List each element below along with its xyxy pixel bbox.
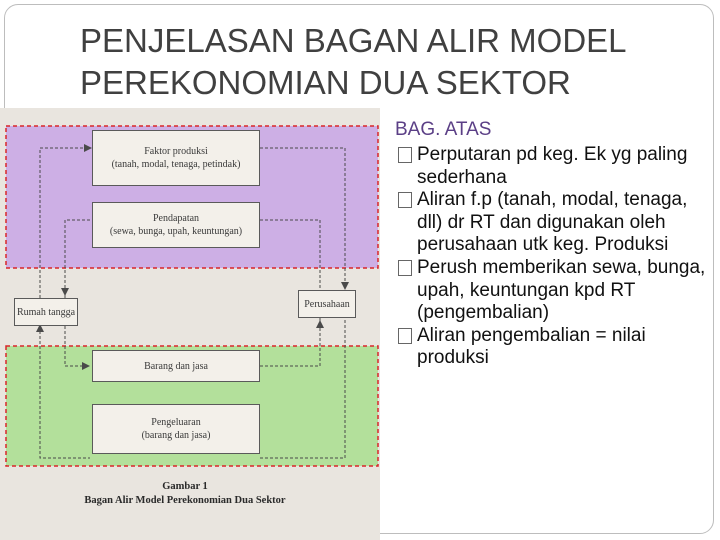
box-faktor-produksi [92, 130, 260, 186]
bullet-text: Perputaran pd keg. Ek yg paling sederhana [417, 144, 688, 188]
square-bullet-icon [398, 328, 412, 344]
square-bullet-icon [398, 192, 412, 208]
box-pengeluaran [92, 404, 260, 454]
explanation-panel [395, 118, 715, 370]
square-bullet-icon [398, 147, 412, 163]
title-line-1: PENJELASAN BAGAN ALIR MODEL [80, 22, 627, 59]
box-pendapatan-title: Pendapatan [152, 213, 200, 224]
arrowhead [341, 282, 349, 290]
bullet-text: Perush memberikan sewa, bunga, upah, keuntungan kpd RT (pengembalian) [417, 256, 706, 324]
box-pengeluaran-detail: (barang dan jasa) [141, 430, 211, 441]
bullet-item [395, 144, 715, 189]
box-rumah-tangga-label: Rumah tangga [16, 306, 76, 318]
flow-diagram-image [0, 108, 380, 540]
box-rumah-tangga [14, 298, 78, 326]
square-bullet-icon [398, 260, 412, 276]
caption-line-2: Bagan Alir Model Perekonomian Dua Sektor [84, 495, 286, 506]
box-faktor-detail: (tanah, modal, tenaga, petindak) [111, 159, 241, 170]
bullet-text: Aliran pengembalian = nilai produksi [417, 324, 646, 369]
box-perusahaan-label: Perusahaan [304, 298, 350, 310]
box-perusahaan [298, 290, 356, 318]
bullet-text: Aliran f.p (tanah, modal, tenaga, dll) dr RT dan digunakan oleh perusahaan utk keg. Produksi [417, 189, 688, 256]
bullet-item [395, 189, 715, 257]
box-pendapatan [92, 202, 260, 248]
bullet-item [395, 325, 715, 370]
caption-line-1: Gambar 1 [162, 481, 208, 492]
arrowhead [61, 288, 69, 296]
bullet-list [395, 144, 715, 370]
box-pengeluaran-title: Pengeluaran [151, 417, 201, 428]
box-pendapatan-detail: (sewa, bunga, upah, keuntungan) [109, 226, 243, 237]
box-barang-label: Barang dan jasa [144, 360, 208, 372]
bullet-item [395, 257, 715, 325]
title-line-2: PEREKONOMIAN DUA SEKTOR [80, 64, 571, 101]
box-faktor-title: Faktor produksi [144, 146, 208, 157]
slide-title [80, 20, 700, 104]
section-heading: BAG. ATAS [395, 119, 492, 140]
box-barang-jasa [92, 350, 260, 382]
arrowhead [316, 320, 324, 328]
figure-caption [70, 480, 300, 508]
